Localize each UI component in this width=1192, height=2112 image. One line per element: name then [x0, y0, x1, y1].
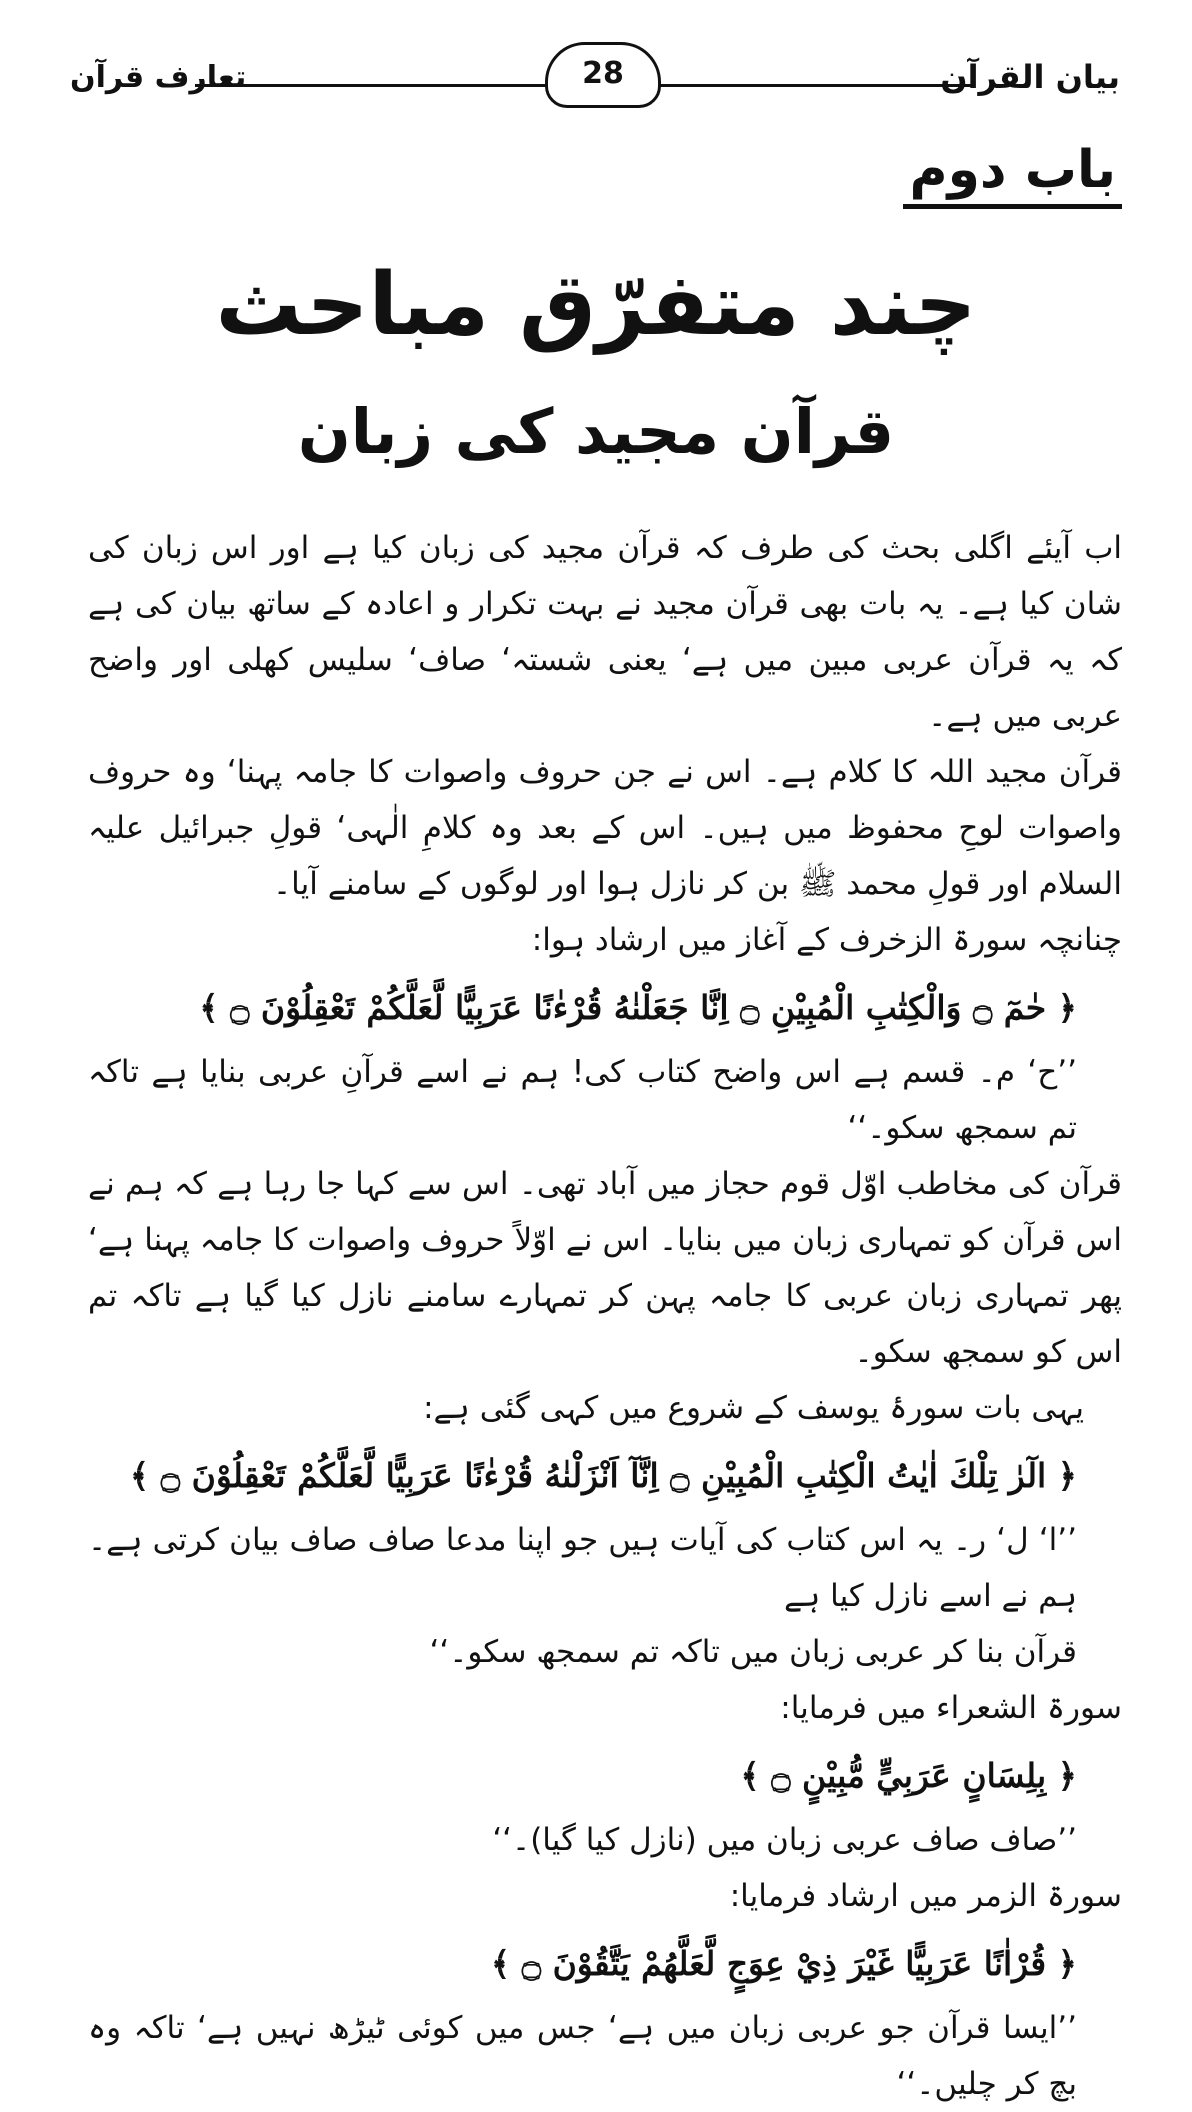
page-title: چند متفرّق مباحث: [215, 255, 977, 355]
body-text: [88, 520, 1122, 2112]
running-header: [70, 40, 1120, 110]
verse-translation: ’’صاف صاف عربی زبان میں (نازل کیا گیا)۔‘‘: [492, 1822, 1077, 1858]
book-title: بیان القرآن: [940, 58, 1120, 96]
verse-translation: قرآن بنا کر عربی زبان میں تاکہ تم سمجھ سکو۔‘‘: [429, 1634, 1077, 1670]
verse-translation: ’’ح‘ م۔ قسم ہے اس واضح کتاب کی! ہم نے اسے قرآنِ عربی بنایا ہے تاکہ تم سمجھ سکو۔‘‘: [88, 1054, 1077, 1146]
paragraph: چنانچہ سورۃ الزخرف کے آغاز میں ارشاد ہوا:: [531, 922, 1122, 958]
quran-verse: ﴿ الٓرٰ تِلْكَ اٰيٰتُ الْكِتٰبِ الْمُبِيْنِ ۝ اِنَّآ اَنْزَلْنٰهُ قُرْءٰنًا عَرَبِيًّا لَّعَلَّكُمْ تَعْقِلُوْنَ ۝ ﴾: [129, 1456, 1077, 1495]
quran-verse: ﴿ قُرْاٰنًا عَرَبِيًّا غَيْرَ ذِيْ عِوَجٍ لَّعَلَّهُمْ يَتَّقُوْنَ ۝ ﴾: [490, 1944, 1077, 1983]
paragraph: قرآن کی مخاطب اوّل قوم حجاز میں آباد تھی۔ اس سے کہا جا رہا ہے کہ ہم نے اس قرآن کو تمہاری زبان میں بنایا۔ اس نے اوّلاً حروف واصوات کا جامہ پہنا ہے‘ پھر تمہاری زبان عربی کا جامہ پہن کر تمہارے سامنے نازل کیا گیا ہے تاکہ تم اس کو سمجھ سکو۔: [88, 1166, 1122, 1370]
quran-verse: ﴿ بِلِسَانٍ عَرَبِيٍّ مُّبِيْنٍ ۝ ﴾: [740, 1756, 1077, 1795]
verse-translation: ’’ا‘ ل‘ ر۔ یہ اس کتاب کی آیات ہیں جو اپنا مدعا صاف صاف بیان کرتی ہے۔ ہم نے اسے نازل کیا ہے: [88, 1522, 1077, 1614]
page-number: 28: [545, 42, 661, 108]
paragraph: سورۃ الشعراء میں فرمایا:: [780, 1690, 1122, 1726]
paragraph: سورۃ الزمر میں ارشاد فرمایا:: [729, 1878, 1122, 1914]
chapter-heading: باب دوم: [903, 140, 1122, 209]
paragraph: یہی بات سورۂ یوسف کے شروع میں کہی گئی ہے:: [423, 1390, 1084, 1426]
paragraph: اب آیئے اگلی بحث کی طرف کہ قرآن مجید کی زبان کیا ہے اور اس زبان کی شان کیا ہے۔ یہ بات بھی قرآن مجید نے بہت تکرار و اعادہ کے ساتھ بیان کی ہے کہ یہ قرآن عربی مبین میں ہے‘ یعنی شستہ‘ صاف‘ سلیس کھلی اور واضح عربی میں ہے۔: [88, 530, 1122, 734]
section-title: تعارف قرآن: [70, 60, 247, 95]
section-subtitle: قرآن مجید کی زبان: [297, 395, 895, 468]
paragraph: قرآن مجید اللہ کا کلام ہے۔ اس نے جن حروف واصوات کا جامہ پہنا‘ وہ حروف واصوات لوحِ محفوظ میں ہیں۔ اس کے بعد وہ کلامِ الٰہی‘ قولِ جبرائیل علیہ السلام اور قولِ محمد ﷺ بن کر نازل ہوا اور لوگوں کے سامنے آیا۔: [88, 754, 1122, 902]
quran-verse: ﴿ حٰمٓ ۝ وَالْكِتٰبِ الْمُبِيْنِ ۝ اِنَّا جَعَلْنٰهُ قُرْءٰنًا عَرَبِيًّا لَّعَلَّكُمْ تَعْقِلُوْنَ ۝ ﴾: [199, 988, 1077, 1027]
verse-translation: ’’ایسا قرآن جو عربی زبان میں ہے‘ جس میں کوئی ٹیڑھ نہیں ہے‘ تاکہ وہ بچ کر چلیں۔‘‘: [88, 2010, 1077, 2102]
